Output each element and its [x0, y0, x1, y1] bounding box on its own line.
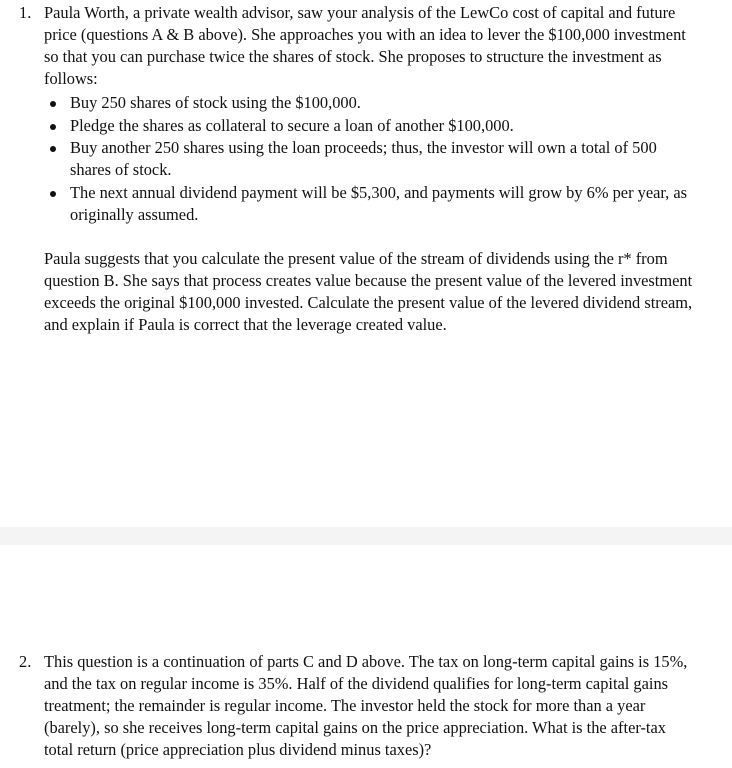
bullet-text: The next annual dividend payment will be $5,300, and payments will grow by 6% per year, as originally assumed.	[70, 182, 688, 224]
bullet-item	[44, 182, 696, 226]
question-1-number: 1.	[19, 3, 32, 22]
bullet-text: Pledge the shares as collateral to secure a loan of another $100,000.	[70, 115, 514, 135]
question-1-bullet-list	[44, 92, 696, 226]
bullet-item	[44, 137, 696, 181]
question-1-body	[44, 2, 696, 336]
question-2-text: This question is a continuation of parts C and D above. The tax on long-term capital gains is 15%, and the tax on regular income is 35%. Half of the dividend qualifies for long-term capital gains treatment; the remainder is regular income. The investor held the stock for more than a year (barely), so she receives long-term capital gains on the price appreciation. What is the after-tax total return (price appreciation plus dividend minus taxes)?	[44, 652, 688, 759]
question-1-followup: Paula suggests that you calculate the present value of the stream of dividends using the r* from question B. She says that process creates value because the present value of the levered investment exceeds the original $100,000 invested. Calculate the present value of the levered dividend stream, and explain if Paula is correct that the leverage created value.	[44, 248, 693, 334]
bullet-dot-icon	[50, 101, 56, 107]
question-2-number: 2.	[19, 652, 32, 671]
bullet-item	[44, 115, 696, 137]
bullet-text: Buy another 250 shares using the loan proceeds; thus, the investor will own a total of 500 shares of stock.	[70, 138, 657, 179]
question-1	[0, 2, 712, 336]
bullet-item	[44, 92, 696, 114]
bullet-dot-icon	[50, 146, 56, 152]
page-break-band	[0, 527, 732, 545]
question-2-body	[44, 651, 696, 761]
bullet-dot-icon	[50, 124, 56, 130]
bullet-text: Buy 250 shares of stock using the $100,000.	[70, 93, 361, 112]
bullet-dot-icon	[50, 191, 56, 197]
question-1-intro: Paula Worth, a private wealth advisor, saw your analysis of the LewCo cost of capital and future price (questions A & B above). She approaches you with an idea to lever the $100,000 investment so that you can purchase twice the shares of stock. She proposes to structure the investment as follows:	[44, 3, 686, 88]
question-2	[0, 651, 712, 761]
